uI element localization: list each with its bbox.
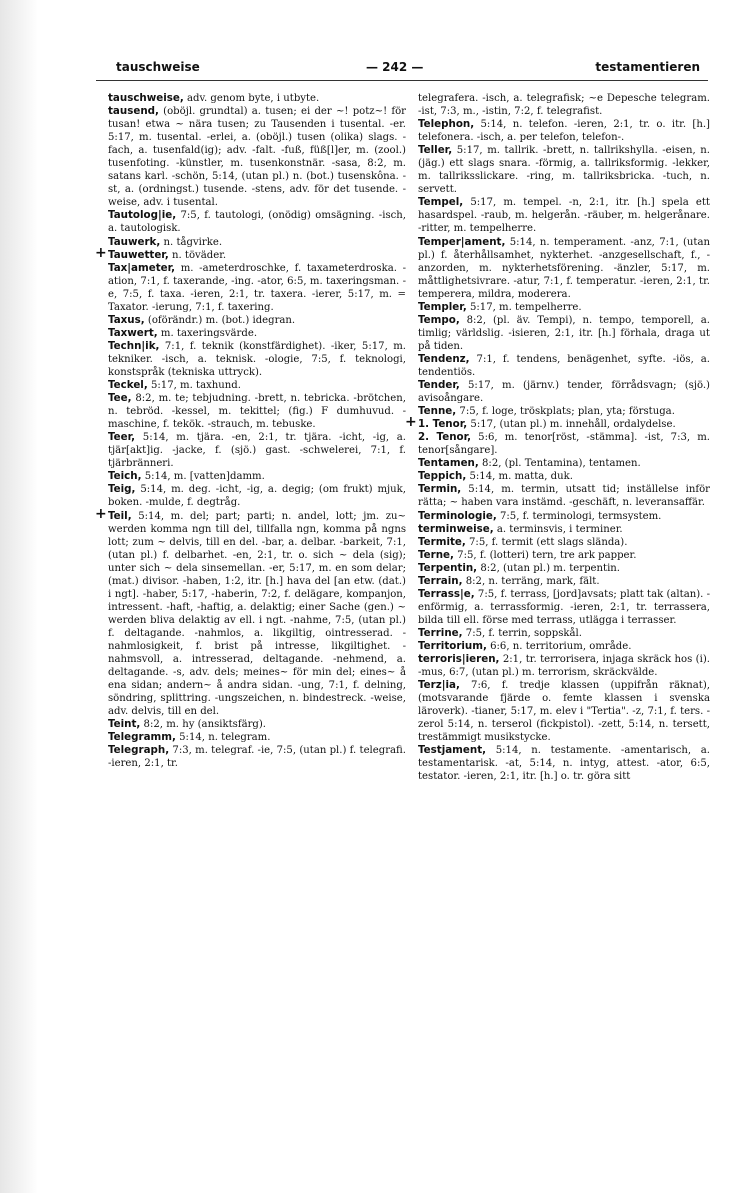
entry-definition: 8:2, (pl. äv. Tempi), n. tempo, temporell, a. timlig; världslig. -isieren, 2:1, itr. [h.] förhala, draga ut på tiden. — [418, 314, 710, 352]
page-number: — 242 — — [366, 60, 424, 74]
entry-definition: telegrafera. -isch, a. telegrafisk; ~e Depesche telegram. -ist, 7:3, m., -istin, 7:2, f. telegrafist. — [418, 93, 710, 118]
dictionary-entry — [418, 405, 710, 418]
entry-headword: Techn|ik, — [108, 339, 160, 352]
entry-headword: Teppich, — [418, 470, 467, 483]
dictionary-entry — [108, 379, 406, 392]
entry-definition: 7:1, f. tendens, benägenhet, syfte. -iös, a. tendentiös. — [418, 353, 710, 378]
right-column — [418, 92, 710, 783]
entry-definition: 5:14, m. termin, utsatt tid; inställelse inför rätta; ~ haben vara instämd. -geschäft, n. leveransaffär. — [418, 484, 710, 509]
dictionary-entry — [418, 92, 710, 118]
entry-headword: tauschweise, — [108, 92, 184, 104]
dictionary-entry — [108, 731, 406, 744]
dictionary-entry — [418, 744, 710, 783]
entry-definition: 5:14, m. tjära. -en, 2:1, tr. tjära. -icht, -ig, a. tjär[akt]ig. -jacke, f. (sjö.) gast. -schwelerei, 7:1, f. tjärbränneri. — [108, 432, 406, 470]
entry-headword: Tempo, — [418, 313, 460, 326]
entry-headword: Terrass|e, — [418, 587, 475, 600]
page-header — [96, 58, 708, 81]
entry-headword: Tauwerk, — [108, 235, 161, 248]
dictionary-entry — [418, 379, 710, 405]
entry-headword: Tee, — [108, 392, 132, 405]
entry-headword: Terne, — [418, 548, 454, 561]
entry-definition: 7:6, f. tredje klassen (uppifrån räknat), (motsvarande fjärde o. femte klassen i svenska läroverk). -tianer, 5:17, m. elev i "Tertia". -z, 7:1, f. ters. -zerol 5:14, n. terserol (fickpistol). -zett, 5:14, n. tersett, trestämmigt musikstycke. — [418, 680, 710, 744]
entry-definition: 5:14, n. telegram. — [175, 732, 271, 744]
entry-definition: 7:5, f. loge, tröskplats; plan, yta; förstuga. — [456, 406, 675, 418]
entry-definition: 5:14, n. temperament. -anz, 7:1, (utan pl.) f. återhållsamhet, nykterhet. -anzgesellschaft, f., -anzorden, m. nykterhetsförening. -änzler, 5:17, m. måttlighetsivrare. -atur, 7:1, f. temperatur. -ieren, 2:1, tr. temperera, mildra, moderera. — [418, 236, 710, 300]
entry-definition: 5:14, m. del; part; parti; n. andel, lott; jm. zu~ werden komma ngn till del, tillfalla ngn, komma på ngns lott; zum ~ delvis, till en del. -bar, a. delbar. -barkeit, 7:1, (utan pl.) f. delbarhet. -en, 2:1, tr. o. sich ~ dela (sig); unter sich ~ dela sinsemellan. -er, 5:17, m. en som delar; (mat.) divisor. -haben, 1:2, itr. [h.] hava del [an etw. (dat.) i ngt]. -haber, 5:17, -haberin, 7:2, f. delägare, kompanjon, intressent. -haft, -haftig, a. delaktig; einer Sache (gen.) ~ werden bliva delaktig av ell. i ngt. -nahme, 7:5, (utan pl.) f. deltagande. -nahmlos, a. likgiltig, ointresserad. -nahmlosigkeit, f. brist på intresse, likgiltighet. -nahmsvoll, a. intresserad, deltagande. -nehmend, a. deltagande. -s, adv. dels; meines~ för min del; eines~ å ena sidan; andern~ å andra sidan. -ung, 7:1, f. delning, söndring, splittring. -ungszeichen, n. bindestreck. -weise, adv. delvis, till en del. — [108, 510, 406, 718]
entry-definition: 7:5, f. terrass, [jord]avsats; platt tak (altan). -enförmig, a. terrassformig. -ieren, 2:1, tr. terrassera, bilda till ell. förse med terrass, utlägga i terrasser. — [418, 588, 710, 626]
dictionary-entry — [108, 327, 406, 340]
entry-definition: a. terminsvis, i terminer. — [493, 523, 623, 535]
dictionary-entry — [418, 431, 710, 457]
dictionary-entry — [108, 209, 406, 235]
entry-headword: Taxwert, — [108, 326, 158, 339]
entry-headword: Templer, — [418, 300, 467, 313]
entry-headword: Teich, — [108, 470, 142, 483]
entry-headword: Tentamen, — [418, 457, 479, 470]
entry-headword: Termite, — [418, 535, 466, 548]
dictionary-entry — [418, 314, 710, 353]
dictionary-entry — [418, 483, 710, 509]
entry-headword: Terrain, — [418, 574, 463, 587]
entry-definition: 5:17, m. taxhund. — [147, 380, 241, 392]
dictionary-entry — [418, 575, 710, 588]
entry-headword: Territorium, — [418, 639, 487, 652]
entry-definition: 8:2, (pl. Tentamina), tentamen. — [478, 458, 641, 470]
entry-definition: 8:2, (utan pl.) m. terpentin. — [477, 562, 621, 574]
entry-definition: 5:17, m. tallrik. -brett, n. tallrikshylla. -eisen, n. (jäg.) ett slags snara. -förmig, a. tallriksformig. -lekker, m. tallriksslickare. -ring, m. tallriksbricka. -tuch, n. servett. — [418, 145, 710, 196]
entry-definition: 5:14, n. testamente. -amentarisch, a. testamentarisk. -at, 5:14, n. intyg, attest. -ator, 6:5, testator. -ieren, 2:1, itr. [h.] o. tr. göra sitt — [418, 745, 710, 783]
dictionary-entry — [108, 340, 406, 379]
entry-headword: Teil, — [108, 509, 132, 522]
dictionary-entry — [418, 353, 710, 379]
entry-definition: 2:1, tr. terrorisera, injaga skräck hos (i). -mus, 6:7, (utan pl.) m. terrorism, skräckvälde. — [418, 654, 710, 679]
dictionary-entry — [108, 105, 406, 209]
dictionary-entry — [108, 510, 406, 719]
entry-definition: 6:6, n. territorium, område. — [486, 640, 632, 652]
dictionary-entry — [418, 627, 710, 640]
dictionary-entry — [108, 470, 406, 483]
dictionary-entry — [418, 118, 710, 144]
entry-definition: 8:2, m. te; tebjudning. -brett, n. tebricka. -brötchen, n. tebröd. -kessel, m. tekittel; (fig.) F dumhuvud. -maschine, f. tekök. -strauch, m. tebuske. — [108, 393, 406, 431]
entry-definition: m. -ameterdroschke, f. taxameterdroska. -ation, 7:1, f. taxerande, -ing. -ator, 6:5, m. taxeringsman. -e, 7:5, f. taxa. -ieren, 2:1, tr. taxera. -ierer, 5:17, m. = Taxator. -ierung, 7:1, f. taxering. — [108, 262, 406, 313]
entry-headword: Termin, — [418, 483, 462, 496]
entry-definition: m. taxeringsvärde. — [157, 327, 258, 339]
entry-headword: Tenne, — [418, 405, 457, 418]
dictionary-entry — [418, 301, 710, 314]
entry-definition: 5:17, m. tempel. -n, 2:1, itr. [h.] spela ett hasardspel. -raub, m. helgerån. -räuber, m. helgerånare. -ritter, m. tempelherre. — [418, 197, 710, 235]
entry-definition: 7:3, m. telegraf. -ie, 7:5, (utan pl.) f. telegrafi. -ieren, 2:1, tr. — [108, 745, 406, 770]
entry-headword: Tauwetter, — [108, 248, 169, 261]
dictionary-entry — [418, 562, 710, 575]
entry-headword: tausend, — [108, 105, 159, 118]
dictionary-entry — [418, 679, 710, 744]
dictionary-entry — [418, 536, 710, 549]
dictionary-entry — [418, 510, 710, 523]
entry-headword: Teer, — [108, 431, 136, 444]
dictionary-entry — [418, 640, 710, 653]
entry-headword: Teig, — [108, 483, 136, 496]
dictionary-entry — [108, 249, 406, 262]
entry-definition: 5:6, m. tenor[röst, -stämma]. -ist, 7:3, m. tenor[sångare]. — [418, 432, 710, 457]
dictionary-entry — [418, 236, 710, 301]
entry-headword: Terminologie, — [418, 509, 497, 522]
dictionary-entry — [108, 236, 406, 249]
dictionary-entry — [418, 549, 710, 562]
dictionary-entry — [418, 144, 710, 196]
dictionary-entry — [108, 718, 406, 731]
dictionary-entry — [418, 457, 710, 470]
dictionary-entry — [108, 314, 406, 327]
dictionary-entry — [418, 470, 710, 483]
entry-definition: 5:14, m. deg. -icht, -ig, a. degig; (om frukt) mjuk, boken. -mulde, f. degtråg. — [108, 484, 406, 509]
left-column — [108, 92, 406, 770]
entry-definition: adv. genom byte, i utbyte. — [183, 93, 320, 104]
entry-headword: Temper|ament, — [418, 235, 506, 248]
entry-definition: n. töväder. — [168, 249, 227, 261]
dictionary-page — [96, 58, 708, 1168]
entry-headword: 1. Tenor, — [418, 418, 468, 431]
entry-definition: 7:5, f. (lotteri) tern, tre ark papper. — [453, 549, 637, 561]
entry-definition: 5:14, m. [vatten]damm. — [141, 471, 265, 483]
page-margin-shadow — [0, 0, 38, 1193]
entry-definition: (oförändr.) m. (bot.) idegran. — [144, 314, 296, 326]
entry-headword: Tendenz, — [418, 352, 470, 365]
entry-headword: Telegramm, — [108, 731, 176, 744]
entry-definition: 7:5, f. terminologi, termsystem. — [496, 510, 662, 522]
entry-definition: (oböjl. grundtal) a. tusen; ei der ~! potz~! för tusan! etwa ~ nära tusen; zu Tausenden i tusental. -er. 5:17, m. tusental. -erlei, a. (oböjl.) tusen (olika) slags. -fach, a. tusenfald(ig); adv. -falt. -fuß, füß[l]er, m. (zool.) tusenfoting. -künstler, m. tusenkonstnär. -sasa, 8:2, m. satans karl. -schön, 5:14, (utan pl.) n. (bot.) tusenskôna. -st, a. (ordningst.) tusende. -stens, adv. för det tusende. -weise, adv. i tusental. — [108, 106, 406, 209]
entry-headword: Tautolog|ie, — [108, 209, 177, 222]
entry-definition: 5:17, m. (järnv.) tender, förrådsvagn; (sjö.) avisoångare. — [418, 380, 710, 405]
entry-headword: Terz|ia, — [418, 679, 460, 692]
entry-definition: 5:17, m. tempelherre. — [466, 301, 582, 313]
dictionary-entry — [108, 744, 406, 770]
entry-headword: Terrine, — [418, 626, 463, 639]
entry-headword: 2. Tenor, — [418, 431, 472, 444]
entry-definition: 8:2, n. terräng, mark, fält. — [462, 575, 600, 587]
entry-headword: Tender, — [418, 379, 460, 392]
entry-headword: Teint, — [108, 718, 141, 731]
dictionary-entry — [418, 523, 710, 536]
dictionary-entry — [418, 588, 710, 627]
entry-definition: n. tågvirke. — [160, 236, 223, 248]
dictionary-entry — [418, 653, 710, 679]
entry-definition: 5:14, n. telefon. -ieren, 2:1, tr. o. itr. [h.] telefonera. -isch, a. per telefon, telefon-. — [418, 119, 710, 144]
entry-definition: 5:14, m. matta, duk. — [466, 471, 573, 483]
dictionary-entry — [108, 262, 406, 314]
header-left-guide-word: tauschweise — [116, 60, 200, 74]
dictionary-entry — [108, 431, 406, 470]
dictionary-entry — [108, 483, 406, 509]
entry-definition: 7:5, f. tautologi, (onödig) omsägning. -isch, a. tautologisk. — [108, 210, 406, 235]
entry-definition: 7:5, f. terrin, soppskål. — [462, 627, 582, 639]
entry-headword: Tax|ameter, — [108, 261, 176, 274]
dictionary-entry — [108, 92, 406, 105]
entry-headword: Teckel, — [108, 379, 148, 392]
entry-headword: Testjament, — [418, 744, 487, 757]
entry-headword: Telephon, — [418, 118, 475, 131]
entry-definition: 7:1, f. teknik (konstfärdighet). -iker, 5:17, m. tekniker. -isch, a. teknisk. -ologie, 7:5, f. teknologi, konstspråk (tekniska uttryck). — [108, 340, 406, 378]
entry-headword: Terpentin, — [418, 561, 478, 574]
entry-definition: 5:17, (utan pl.) m. innehåll, ordalydelse. — [467, 419, 676, 431]
dictionary-entry — [418, 418, 710, 431]
entry-headword: terroris|ieren, — [418, 653, 500, 666]
entry-definition: 7:5, f. termit (ett slags sländа). — [465, 536, 628, 548]
entry-headword: Taxus, — [108, 313, 145, 326]
entry-headword: Tempel, — [418, 196, 464, 209]
dictionary-entry — [418, 196, 710, 235]
dictionary-entry — [108, 392, 406, 431]
entry-headword: terminweise, — [418, 522, 494, 535]
header-right-guide-word: testamentieren — [595, 60, 700, 74]
entry-headword: Teller, — [418, 144, 453, 157]
entry-headword: Telegraph, — [108, 744, 170, 757]
entry-definition: 8:2, m. hy (ansiktsfärg). — [140, 719, 267, 731]
